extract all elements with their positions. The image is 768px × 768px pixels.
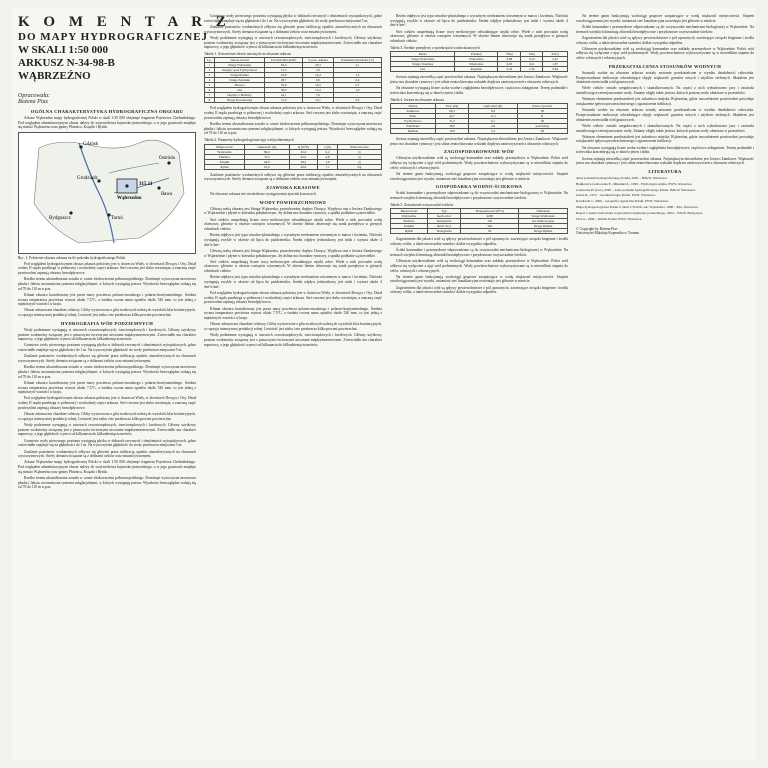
- column-2: [204, 14, 382, 754]
- table-cell: Dopływ spod Frydrychowa: [214, 68, 265, 73]
- table-cell: 31,5: [435, 119, 469, 124]
- table-caption: Tabela 4. Jeziora na obszarze arkusza: [390, 97, 444, 102]
- table-cell: III: [517, 109, 567, 114]
- table-cell: 66,3: [435, 109, 469, 114]
- document-sheet: ARKUSZ N-34-98-B: [18, 57, 115, 69]
- table-caption: Tabela 3. Średnie przepływy w przekrojach wodowskazowych: [390, 45, 480, 50]
- paragraph: Gruntowe wody pierwszego poziomu występują płytko w dolinach rzecznych i obniżeniach wytopiskowych, gdzie zwierciadło znajduje się na głębokości do 1 m. Na wysoczyźnie głębokość do wody przekracza miejscami 5 m.: [18, 343, 196, 353]
- table-body: [391, 214, 568, 234]
- table-cell: 0,7: [333, 83, 381, 88]
- table-cell: 1,3: [333, 73, 381, 78]
- table-cell: 4: [205, 78, 215, 83]
- paragraph: Klimat obszaru kształtowany jest przez masy powietrza polarno-morskiego i polarno-kontynentalnego. Średnia roczna temperatura powietrza wynosi około 7,5°C, a średnia roczna suma opadów około 520 mm, co jest jedną z najniższych wartości w kraju.: [18, 380, 196, 395]
- table-cell: Książki: [391, 224, 428, 229]
- table-cell: III: [517, 129, 567, 134]
- section-heading: ZAGOSPODAROWANIE WÓD: [443, 149, 515, 155]
- paragraph: Obszar arkusza ma charakter rolniczy. Gleby wytworzone z glin zwałowych należą do wysokich klas bonitacyjnych, co sprzyja intensywnej produkcji rolnej. Lesistość jest niska i nie przekracza kilku procent powierzchni.: [18, 308, 196, 318]
- reference-item: Galon R., 1972 – Geomorfologia Polski. PWN, Warszawa.: [576, 193, 656, 198]
- paragraph: Rzeźba terenu ukształtowana została w czasie zlodowacenia północnopolskiego. Dominuje wysoczyzna morenowa płaska i falista, urozmaicona rynnami subglacjalnymi, w których występują jeziora. Wysokości bezwzględne wahają się od 70 do 110 m n.p.m.: [18, 277, 196, 291]
- table-cell: 38,9: [265, 88, 303, 93]
- paragraph: Głównym użytkownikiem wód są wodociągi komunalne oraz zakłady przemysłowe w Wąbrzeźnie. Pobór wód odbywa się wyłącznie z ujęć wód podziemnych. Wody powierzchniowe wykorzystywane są w niewielkim stopniu do celów rolniczych i rekreacyjnych.: [576, 46, 754, 61]
- table-cell: 16,1: [303, 98, 334, 103]
- map-label-ostroda: Ostróda: [159, 156, 175, 162]
- table-cell: Osa: [214, 88, 265, 93]
- table-cell: mech.-biol.: [427, 224, 460, 229]
- table-cell: 45,0: [289, 149, 318, 154]
- section-heading: ZJAWISKA KRASOWE: [266, 185, 320, 191]
- table-cell: Wąbrzeźno: [205, 149, 245, 154]
- paragraph: Rzeźba terenu ukształtowana została w czasie zlodowacenia północnopolskiego. Dominuje wysoczyzna morenowa płaska i falista, urozmaicona rynnami subglacjalnymi, w których występują jeziora. Wysokości bezwzględne wahają się od 70 do 110 m n.p.m.: [18, 476, 196, 490]
- paragraph: Zasilanie poziomów wodonośnych odbywa się głównie przez infiltrację opadów atmosferycznych na obszarach wysoczyznowych. Strefy drenażu związane są z dolinami cieków oraz misami jeziornymi.: [18, 449, 196, 459]
- paragraph: Zasilanie poziomów wodonośnych odbywa się głównie przez infiltrację opadów atmosferycznych na obszarach wysoczyznowych. Strefy drenażu związane są z dolinami cieków oraz misami jeziornymi.: [204, 172, 382, 182]
- table-cell: 6: [205, 88, 215, 93]
- table-cell: Sitno: [391, 114, 436, 119]
- table-cell: Struga Ryńska: [519, 224, 568, 229]
- table-cell: 2,1: [333, 63, 381, 68]
- table-header-cell: SWQ: [543, 52, 568, 57]
- flows-table: [390, 51, 568, 72]
- table-cell: Wieldządz: [391, 124, 436, 129]
- paragraph: Obszar arkusza ma charakter rolniczy. Gleby wytworzone z glin zwałowych należą do wysokich klas bonitacyjnych, co sprzyja intensywnej produkcji rolnej. Lesistość jest niska i nie przekracza kilku procent powierzchni.: [204, 322, 382, 331]
- section-heading: PRZEKSZTAŁCENIA STOSUNKÓW WODNYCH: [608, 63, 722, 69]
- paragraph: Na obszarze arkusza nie stwierdzono występowania zjawisk krasowych.: [210, 192, 317, 197]
- table-cell: 3,9: [303, 68, 334, 73]
- table-cell: II: [517, 114, 567, 119]
- table-cell: Ryńskie: [391, 129, 436, 134]
- document-sheet-name: WĄBRZEŹNO: [18, 70, 91, 82]
- map-sheet-code: 315.11: [139, 182, 153, 188]
- table-cell: Płużnica: [391, 219, 428, 224]
- table-cell: 0,42: [498, 67, 521, 72]
- references-list: [576, 176, 754, 221]
- reference-item: Woś A., 1999 – Klimat Polski. PWN, Warszawa.: [576, 216, 643, 221]
- paragraph: Pod względem hydrograficznym obszar arkusza położony jest w dorzeczu Wisły, w zlewniach Drwęcy i Osy. Dział wodny II rzędu przebiega w północnej i wschodniej części arkusza. Sieć rzeczna jest słabo rozwinięta, a znaczną część powierzchni zajmują obszary bezodpływowe.: [18, 261, 196, 276]
- paragraph: Sieć cieków uzupełniają liczne rowy melioracyjne odwadniające użytki rolne. Wiele z nich prowadzi wodę okresowo, głównie w okresie roztopów wiosennych. W okresie letnim obserwuje się zanik przepływu w górnych odcinkach cieków.: [390, 29, 568, 44]
- table-cell: –: [333, 68, 381, 73]
- paragraph: Zagrożeniem dla jakości wód są spływy powierzchniowe z pól uprawnych, zawierające związki biogenne i środki ochrony roślin, a także nieszczelne szamba i dzikie wysypiska odpadów.: [390, 237, 568, 247]
- table-cell: 2: [205, 68, 215, 73]
- table-cell: 4,9: [469, 124, 517, 129]
- document-scale: W SKALI 1:50 000: [18, 44, 108, 56]
- paragraph: Ważnym elementem przekształceń jest zabudowa miejska Wąbrzeźna, gdzie uszczelnienie powierzchni powoduje zwiększenie spływu powierzchniowego i ograniczenie infiltracji.: [576, 134, 754, 144]
- map-caption: Ryc. 1. Położenie obszaru arkusza na tle podziału hydrograficznego Polski: [18, 256, 126, 261]
- table-header-cell: % pow. arkusza: [303, 58, 334, 63]
- table-cell: 9,84: [543, 67, 568, 72]
- table-cell: 5,3: [469, 129, 517, 134]
- table-cell: 20,3: [303, 63, 334, 68]
- table-header-cell: Typ: [427, 209, 460, 214]
- paragraph: Na terenie gmin funkcjonują wodociągi grupowe zaopatrujące w wodę większość miejscowości. Stopień zwodociągowania jest wysoki, natomiast sieć kanalizacyjna rozwinięta jest głównie w mieście.: [390, 274, 568, 284]
- table-cell: 86,0: [245, 149, 290, 154]
- map-label-wabrzezno: Wąbrzeźno: [117, 196, 142, 202]
- section-heading: HYDROGRAFIA WÓD PODZIEMNYCH: [60, 320, 154, 326]
- table-cell: Struga Wąbrzeska: [519, 214, 568, 219]
- paragraph: Reżim odpływu jest typu niwalno-pluwialnego z wyraźnym wezbraniem wiosennym w marcu i kwietniu. Niżówki występują zwykle w okresie od lipca do października. Średni odpływ jednostkowy jest niski i wynosi około 4 dm³/s·km².: [204, 275, 382, 289]
- paragraph: Na obszarze występują liczne oczka wodne i zagłębienia bezodpływowe, częściowo zabagnione. Tereny podmokłe i torfowiska koncentrują się w dnach rynien i dolin.: [390, 86, 568, 95]
- table-header-cell: Q [m³/h]: [289, 144, 318, 149]
- map-label-bydgoszcz: Bydgoszcz: [49, 216, 71, 222]
- table-row: [391, 129, 568, 134]
- table-header-row: [391, 209, 568, 214]
- reference-item: Atlas podziału hydrograficznego Polski, 2005 – IMGW, Warszawa.: [576, 175, 668, 180]
- table-cell: 5: [205, 83, 215, 88]
- table-cell: 28,0: [435, 124, 469, 129]
- paragraph: Główną rzeką obszaru jest Struga Wąbrzeska, prawobrzeżny dopływ Drwęcy. Wypływa ona z Jeziora Zamkowego w Wąbrzeźnie i płynie w kierunku południowym. Jej dolina ma charakter rynnowy, a spadki podłużne są niewielkie.: [204, 206, 382, 216]
- paragraph: Pod względem hydrograficznym obszar arkusza położony jest w dorzeczu Wisły, w zlewniach Drwęcy i Osy. Dział wodny II rzędu przebiega w północnej i wschodniej części arkusza. Sieć rzeczna jest słabo rozwinięta, a znaczną część powierzchni zajmują obszary bezodpływowe.: [204, 291, 382, 305]
- section-heading: WODY POWIERZCHNIOWE: [259, 199, 327, 205]
- table-cell: poza klasą: [517, 124, 567, 129]
- table-cell: 40,0: [289, 164, 318, 169]
- table-cell: 9,0: [303, 78, 334, 83]
- table-cell: biologiczna: [427, 219, 460, 224]
- table-cell: 4,8: [318, 154, 337, 159]
- table-cell: 7,1: [318, 164, 337, 169]
- table-cell: 28,7: [265, 78, 303, 83]
- table-header-cell: Przekrój: [455, 52, 498, 57]
- paragraph: Ścieki komunalne i przemysłowe odprowadzane są do oczyszczalni mechaniczno-biologicznej w Wąbrzeźnie. Na terenach wiejskich dominują zbiorniki bezodpływowe i przydomowe oczyszczalnie ścieków.: [390, 248, 568, 257]
- table-body: [391, 109, 568, 134]
- table-cell: Q: [337, 149, 381, 154]
- table-cell: 1,87: [543, 62, 568, 67]
- section-heading: LITERATURA: [648, 168, 682, 174]
- table-cell: 6,2: [318, 149, 337, 154]
- table-cell: 7: [205, 93, 215, 98]
- location-map: [18, 132, 196, 254]
- paragraph: Wody podziemne występują w utworach czwartorzędowych, trzeciorzędowych i kredowych. Główny użytkowy poziom wodonośny związany jest z piaszczysto-żwirowymi utworami międzymorenowymi. Zwierciadło ma charakter naporowy, a jego głębokość wynosi od kilkunastu do kilkudziesięciu metrów.: [18, 327, 196, 342]
- document-page: [12, 8, 756, 760]
- table-header-cell: Wiek utworów: [337, 144, 381, 149]
- table-row: [205, 98, 382, 103]
- table-body: [205, 149, 382, 169]
- table-header-cell: Lp.: [205, 58, 215, 63]
- table-cell: 32,0: [289, 154, 318, 159]
- paragraph: Na terenie gmin funkcjonują wodociągi grupowe zaopatrujące w wodę większość miejscowości. Stopień zwodociągowania jest wysoki, natomiast sieć kanalizacyjna rozwinięta jest głównie w mieście.: [390, 172, 568, 181]
- table-cell: 16,5: [303, 83, 334, 88]
- paragraph: Jeziora zajmują niewielką część powierzchni arkusza. Największym zbiornikiem jest Jezioro Zamkowe. Większość jezior ma charakter rynnowy i jest silnie zeutrofizowana wskutek dopływu zanieczyszczeń z obszarów rolniczych.: [576, 156, 754, 166]
- table-cell: Ryńsk: [205, 164, 245, 169]
- paragraph: Reżim odpływu jest typu niwalno-pluwialnego z wyraźnym wezbraniem wiosennym w marcu i kwietniu. Niżówki występują zwykle w okresie od lipca do października. Średni odpływ jednostkowy jest niski i wynosi około 4 dm³/s·km².: [204, 233, 382, 247]
- table-header-row: [205, 58, 382, 63]
- paragraph: Głównym użytkownikiem wód są wodociągi komunalne oraz zakłady przemysłowe w Wąbrzeźnie. Pobór wód odbywa się wyłącznie z ujęć wód podziemnych. Wody powierzchniowe wykorzystywane są w niewielkim stopniu do celów rolniczych i rekreacyjnych.: [390, 156, 568, 170]
- paragraph: Rzeźba terenu ukształtowana została w czasie zlodowacenia północnopolskiego. Dominuje wysoczyzna morenowa płaska i falista, urozmaicona rynnami subglacjalnymi, w których występują jeziora. Wysokości bezwzględne wahają się od 70 do 110 m n.p.m.: [204, 122, 382, 136]
- table-cell: –: [333, 93, 381, 98]
- paragraph: Wiele cieków zostało uregulowanych i skanalizowanych. Na części z nich wybudowano jazy i zastawki umożliwiające retencjonowanie wody. Zmiany objęły także jeziora, których poziom wody obniżono w przeszłości.: [576, 86, 754, 96]
- paragraph: Pod względem hydrograficznym obszar arkusza położony jest w dorzeczu Wisły, w zlewniach Drwęcy i Osy. Dział wodny II rzędu przebiega w północnej i wschodniej części arkusza. Sieć rzeczna jest słabo rozwinięta, a znaczną część powierzchni zajmują obszary bezodpływowe.: [18, 396, 196, 410]
- table-cell: biologiczna: [427, 229, 460, 234]
- reference-item: Bajkiewicz-Grabowska E., Mikulski Z., 1999 – Hydrologia ogólna. PWN, Warszawa.: [576, 181, 693, 186]
- table-body: [205, 63, 382, 103]
- table-cell: Zamkowe: [391, 109, 436, 114]
- table-cell: 72,5: [245, 154, 290, 159]
- table-cell: 3,9: [318, 159, 337, 164]
- table-cell: 0,34: [521, 57, 543, 62]
- paragraph: Rzeźba terenu ukształtowana została w czasie zlodowacenia północnopolskiego. Dominuje wysoczyzna morenowa płaska i falista, urozmaicona rynnami subglacjalnymi, w których występują jeziora. Wysokości bezwzględne wahają się od 70 do 110 m n.p.m.: [18, 365, 196, 379]
- table-cell: 1: [205, 63, 215, 68]
- table-cell: Wąbrzeźno: [455, 57, 498, 62]
- table-header-cell: Miejscowość: [205, 144, 245, 149]
- paragraph: Na obszarze występują liczne oczka wodne i zagłębienia bezodpływowe, częściowo zabagnione. Tereny podmokłe i torfowiska koncentrują się w dnach rynien i dolin.: [576, 145, 754, 155]
- table-cell: 28,5: [289, 159, 318, 164]
- paragraph: Ścieki komunalne i przemysłowe odprowadzane są do oczyszczalni mechaniczno-biologicznej w Wąbrzeźnie. Na terenach wiejskich dominują zbiorniki bezodpływowe i przydomowe oczyszczalnie ścieków.: [576, 24, 754, 34]
- wells-table: [204, 144, 382, 170]
- table-cell: 7,6: [303, 93, 334, 98]
- table-header-cell: Powierzchnia [km²]: [265, 58, 303, 63]
- table-header-cell: Wskaźnik jeziorności [%]: [333, 58, 381, 63]
- reference-item: Czarnecka H. (red.), 2005 – Atlas podziału hydrograficznego Polski. IMGW, Warszawa.: [576, 187, 696, 192]
- copyright-footer: © Copyright by Bożena Pius Uniwersytet Mikołaja Kopernika w Toruniu: [576, 226, 640, 236]
- paragraph: Gruntowe wody pierwszego poziomu występują płytko w dolinach rzecznych i obniżeniach wytopiskowych, gdzie zwierciadło znajduje się na głębokości do 1 m. Na wysoczyźnie głębokość do wody przekracza miejscami 5 m.: [204, 14, 382, 23]
- location-map-svg: [19, 133, 195, 253]
- table-cell: 64,0: [245, 159, 290, 164]
- table-cell: Q: [337, 159, 381, 164]
- table-cell: 8,4: [469, 109, 517, 114]
- table-cell: 320: [461, 224, 519, 229]
- paragraph: Obszar arkusza ma charakter rolniczy. Gleby wytworzone z glin zwałowych należą do wysokich klas bonitacyjnych, co sprzyja intensywnej produkcji rolnej. Lesistość jest niska i nie przekracza kilku procent powierzchni.: [18, 412, 196, 421]
- table-cell: 51,4: [265, 98, 303, 103]
- table-cell: Wąbrzeźno: [391, 214, 428, 219]
- table-cell: 0,9: [333, 98, 381, 103]
- table-cell: 19,6: [435, 129, 469, 134]
- map-label-torun: Toruń: [111, 216, 123, 222]
- table-cell: 4200: [461, 214, 519, 219]
- table-cell: Rogóźno: [455, 67, 498, 72]
- paragraph: Wody podziemne występują w utworach czwartorzędowych, trzeciorzędowych i kredowych. Główny użytkowy poziom wodonośny związany jest z piaszczysto-żwirowymi utworami międzymorenowymi. Zwierciadło ma charakter naporowy, a jego głębokość wynosi od kilkunastu do kilkudziesięciu metrów.: [204, 35, 382, 50]
- paragraph: Wody podziemne występują w utworach czwartorzędowych, trzeciorzędowych i kredowych. Główny użytkowy poziom wodonośny związany jest z piaszczysto-żwirowymi utworami międzymorenowymi. Zwierciadło ma charakter naporowy, a jego głębokość wynosi od kilkunastu do kilkudziesięciu metrów.: [18, 423, 196, 437]
- paragraph: Sieć cieków uzupełniają liczne rowy melioracyjne odwadniające użytki rolne. Wiele z nich prowadzi wodę okresowo, głównie w okresie roztopów wiosennych. W okresie letnim obserwuje się zanik przepływu w górnych odcinkach cieków.: [204, 217, 382, 232]
- section-heading: OGÓLNA CHARAKTERYSTYKA HYDROGRAFICZNA OBSZARU: [30, 109, 184, 114]
- table-cell: 2,91: [543, 57, 568, 62]
- table-cell: rów melioracyjny: [519, 219, 568, 224]
- table-cell: 3: [205, 73, 215, 78]
- table-cell: Ng: [337, 164, 381, 169]
- paragraph: Jeziora zajmują niewielką część powierzchni arkusza. Największym zbiornikiem jest Jezioro Zamkowe. Większość jezior ma charakter rynnowy i jest silnie zeutrofizowana wskutek dopływu zanieczyszczeń z obszarów rolniczych.: [390, 137, 568, 146]
- table-cell: Ryńsk: [391, 229, 428, 234]
- authors-label: Opracowała:: [18, 93, 50, 99]
- paragraph: Klimat obszaru kształtowany jest przez masy powietrza polarno-morskiego i polarno-kontynentalnego. Średnia roczna temperatura powietrza wynosi około 7,5°C, a średnia roczna suma opadów około 520 mm, co jest jedną z najniższych wartości w kraju.: [204, 306, 382, 321]
- paragraph: Wody podziemne występują w utworach czwartorzędowych, trzeciorzędowych i kredowych. Główny użytkowy poziom wodonośny związany jest z piaszczysto-żwirowymi utworami międzymorenowymi. Zwierciadło ma charakter naporowy, a jego głębokość wynosi od kilkunastu do kilkudziesięciu metrów.: [204, 333, 382, 347]
- reference-item: Kondracki J., 2000 – Geografia regionalna Polski. PWN, Warszawa.: [576, 199, 669, 204]
- table-header-cell: s [m]: [318, 144, 337, 149]
- table-header-cell: Głęb. max [m]: [469, 104, 517, 109]
- table-header-cell: Przepustowość [m³/d]: [461, 209, 519, 214]
- table-cell: 64,5: [265, 63, 303, 68]
- paragraph: Zagrożeniem dla jakości wód są spływy powierzchniowe z pól uprawnych, zawierające związki biogenne i środki ochrony roślin, a także nieszczelne szamba i dzikie wysypiska odpadów.: [576, 35, 754, 45]
- map-label-ilawa: Iława: [161, 192, 173, 198]
- paragraph: Gruntowe wody pierwszego poziomu występują płytko w dolinach rzecznych i obniżeniach wytopiskowych, gdzie zwierciadło znajduje się na głębokości do 1 m. Na wysoczyźnie głębokość do wody przekracza miejscami 5 m.: [18, 438, 196, 448]
- reference-item: Raport o stanie środowiska województwa kujawsko-pomorskiego, 2004 – WIOŚ, Bydgoszcz.: [576, 210, 704, 215]
- table-cell: Struga Toruńska: [391, 62, 455, 67]
- city-marker: [125, 185, 128, 188]
- paragraph: Reżim odpływu jest typu niwalno-pluwialnego z wyraźnym wezbraniem wiosennym w marcu i kwietniu. Niżówki występują zwykle w okresie od lipca do października. Średni odpływ jednostkowy jest niski i wynosi około 4 dm³/s·km².: [390, 14, 568, 28]
- table-cell: Książki: [205, 159, 245, 164]
- table-cell: 8: [205, 98, 215, 103]
- table-cell: Struga Ryńska: [519, 229, 568, 234]
- map-label-grudziadz: Grudziądz: [77, 176, 98, 182]
- table-cell: 0,4: [333, 78, 381, 83]
- table-cell: 14,4: [303, 73, 334, 78]
- table-cell: 0,05: [498, 62, 521, 67]
- table-cell: Frydrychowo: [391, 119, 436, 124]
- author-name: Bożena Pius: [18, 99, 48, 105]
- table-header-cell: Miejscowość: [391, 209, 428, 214]
- table-cell: 12,3: [265, 68, 303, 73]
- treatment-table: [390, 208, 568, 234]
- reference-item: Mapa hydrogeologiczna Polski w skali 1:50 000, ark. Wąbrzeźno, 1998 – PIG, Warszawa.: [576, 204, 699, 209]
- table-header-cell: Nazwa: [391, 104, 436, 109]
- table-cell: 12,2: [303, 88, 334, 93]
- table-cell: Q: [337, 154, 381, 159]
- table-cell: 24,1: [265, 93, 303, 98]
- paragraph: Zagrożeniem dla jakości wód są spływy powierzchniowe z pól uprawnych, zawierające związki biogenne i środki ochrony roślin, a także nieszczelne szamba i dzikie wysypiska odpadów.: [390, 285, 568, 295]
- column-4: [576, 14, 754, 754]
- document-title: K O M E N T A R Z: [18, 14, 231, 30]
- paragraph: Sieć cieków uzupełniają liczne rowy melioracyjne odwadniające użytki rolne. Wiele z nich prowadzi wodę okresowo, głównie w okresie roztopów wiosennych. W okresie letnim obserwuje się zanik przepływu w górnych odcinkach cieków.: [204, 259, 382, 274]
- table-row: [391, 67, 568, 72]
- table-cell: Struga Kowalewska: [214, 98, 265, 103]
- column-3: [390, 14, 568, 754]
- table-cell: 95: [461, 229, 519, 234]
- table-header-cell: Nazwa zlewni: [214, 58, 265, 63]
- paragraph: Ścieki komunalne i przemysłowe odprowadzane są do oczyszczalni mechaniczno-biologicznej w Wąbrzeźnie. Na terenach wiejskich dominują zbiorniki bezodpływowe i przydomowe oczyszczalnie ścieków.: [390, 191, 568, 201]
- table-header-cell: Odbiornik: [519, 209, 568, 214]
- lakes-table: [390, 103, 568, 134]
- city-marker: [97, 180, 100, 183]
- city-marker: [69, 212, 72, 215]
- paragraph: Ważnym elementem przekształceń jest zabudowa miejska Wąbrzeźna, gdzie uszczelnienie powierzchni powoduje zwiększenie spływu powierzchniowego i ograniczenie infiltracji.: [576, 97, 754, 107]
- paragraph: Wiele cieków zostało uregulowanych i skanalizowanych. Na części z nich wybudowano jazy i zastawki umożliwiające retencjonowanie wody. Zmiany objęły także jeziora, których poziom wody obniżono w przeszłości.: [576, 123, 754, 133]
- table-cell: 6,1: [469, 119, 517, 124]
- table-cell: Dźwierzno: [455, 62, 498, 67]
- paragraph: Zasilanie poziomów wodonośnych odbywa się głównie przez infiltrację opadów atmosferycznych na obszarach wysoczyznowych. Strefy drenażu związane są z dolinami cieków oraz misami jeziornymi.: [204, 24, 382, 34]
- table-cell: Struga Ryńska: [214, 73, 265, 78]
- document-subtitle: DO MAPY HYDROGRAFICZNEJ: [18, 31, 209, 43]
- paragraph: Stosunki wodne na obszarze arkusza zostały znacznie przekształcone w wyniku działalności człowieka. Przeprowadzone melioracje odwadniające objęły większość gruntów ornych i użytków zielonych. Skutkiem jest obniżenie zwierciadła wód gruntowych.: [576, 108, 754, 122]
- table-body: [391, 57, 568, 72]
- paragraph: Stosunki wodne na obszarze arkusza zostały znacznie przekształcone w wyniku działalności człowieka. Przeprowadzone melioracje odwadniające objęły większość gruntów ornych i użytków zielonych. Skutkiem jest obniżenie zwierciadła wód gruntowych.: [576, 70, 754, 85]
- table-cell: 0,21: [521, 62, 543, 67]
- table-caption: Tabela 2. Parametry hydrogeologiczne ujęć wód podziemnych: [204, 138, 294, 143]
- table-header-cell: Głębokość [m]: [245, 144, 290, 149]
- table-cell: III: [517, 119, 567, 124]
- city-marker: [167, 162, 170, 165]
- table-cell: 11,2: [469, 114, 517, 119]
- table-cell: Osa: [391, 67, 455, 72]
- table-cell: 1,56: [521, 67, 543, 72]
- paragraph: Arkusz Wąbrzeźno mapy hydrograficznej Polski w skali 1:50 000 obejmuje fragment Pojezierza Chełmińskiego. Pod względem administracyjnym obszar należy do województwa kujawsko-pomorskiego, a w jego granicach znajduje się miasto Wąbrzeźno oraz gminy Płużnica, Książki i Ryńsk.: [18, 460, 196, 474]
- table-cell: Drwęca: [214, 83, 265, 88]
- city-marker: [157, 187, 160, 190]
- table-cell: 1,9: [333, 88, 381, 93]
- paragraph: Na terenie gmin funkcjonują wodociągi grupowe zaopatrujące w wodę większość miejscowości. Stopień zwodociągowania jest wysoki, natomiast sieć kanalizacyjna rozwinięta jest głównie w mieście.: [576, 14, 754, 23]
- paragraph: Jeziora zajmują niewielką część powierzchni arkusza. Największym zbiornikiem jest Jezioro Zamkowe. Większość jezior ma charakter rynnowy i jest silnie zeutrofizowana wskutek dopływu zanieczyszczeń z obszarów rolniczych.: [390, 75, 568, 84]
- paragraph: Pod względem hydrograficznym obszar arkusza położony jest w dorzeczu Wisły, w zlewniach Drwęcy i Osy. Dział wodny II rzędu przebiega w północnej i wschodniej części arkusza. Sieć rzeczna jest słabo rozwinięta, a znaczną część powierzchni zajmują obszary bezodpływowe.: [204, 106, 382, 120]
- table-cell: 42,7: [435, 114, 469, 119]
- table-cell: 52,6: [265, 83, 303, 88]
- table-header-cell: SNQ: [498, 52, 521, 57]
- table-header-cell: Klasa czystości: [517, 104, 567, 109]
- table-caption: Tabela 5. Zestawienie oczyszczalni ścieków: [390, 202, 454, 207]
- catchments-table: [204, 57, 382, 103]
- table-header-cell: Rzeka: [391, 52, 455, 57]
- table-cell: 91,0: [245, 164, 290, 169]
- paragraph: Arkusz Wąbrzeźno mapy hydrograficznej Polski w skali 1:50 000 obejmuje fragment Pojezierza Chełmińskiego. Pod względem administracyjnym obszar należy do województwa kujawsko-pomorskiego, a w jego granicach znajduje się miasto Wąbrzeźno oraz gminy Płużnica, Książki i Ryńsk.: [18, 116, 196, 130]
- table-cell: Struga Wąbrzeska: [214, 63, 265, 68]
- table-row: [205, 164, 382, 169]
- paragraph: Głównym użytkownikiem wód są wodociągi komunalne oraz zakłady przemysłowe w Wąbrzeźnie. Pobór wód odbywa się wyłącznie z ujęć wód podziemnych. Wody powierzchniowe wykorzystywane są w niewielkim stopniu do celów rolniczych i rekreacyjnych.: [390, 259, 568, 273]
- table-cell: Struga Wąbrzeska: [391, 57, 455, 62]
- section-heading: GOSPODARKA WODNO-ŚCIEKOWA: [435, 184, 523, 190]
- table-cell: mech.-biol.: [427, 214, 460, 219]
- table-header-cell: Pow. [ha]: [435, 104, 469, 109]
- table-cell: 45,8: [265, 73, 303, 78]
- paragraph: Klimat obszaru kształtowany jest przez masy powietrza polarno-morskiego i polarno-kontynentalnego. Średnia roczna temperatura powietrza wynosi około 7,5°C, a średnia roczna suma opadów około 520 mm, co jest jedną z najniższych wartości w kraju.: [18, 292, 196, 307]
- table-cell: Struga Toruńska: [214, 78, 265, 83]
- paragraph: Zasilanie poziomów wodonośnych odbywa się głównie przez infiltrację opadów atmosferycznych na obszarach wysoczyznowych. Strefy drenażu związane są z dolinami cieków oraz misami jeziornymi.: [18, 354, 196, 364]
- table-cell: 0,08: [498, 57, 521, 62]
- table-header-cell: SSQ: [521, 52, 543, 57]
- table-caption: Tabela 1. Zestawienie zlewni rzecznych na obszarze arkusza: [204, 51, 291, 56]
- table-cell: Płużnica: [205, 154, 245, 159]
- table-row: [391, 229, 568, 234]
- map-label-gdansk: Gdańsk: [83, 142, 99, 148]
- paragraph: Główną rzeką obszaru jest Struga Wąbrzeska, prawobrzeżny dopływ Drwęcy. Wypływa ona z Jeziora Zamkowego w Wąbrzeźnie i płynie w kierunku południowym. Jej dolina ma charakter rynnowy, a spadki podłużne są niewielkie.: [204, 248, 382, 258]
- table-cell: 150: [461, 219, 519, 224]
- table-cell: Dopływ z Płużnicy: [214, 93, 265, 98]
